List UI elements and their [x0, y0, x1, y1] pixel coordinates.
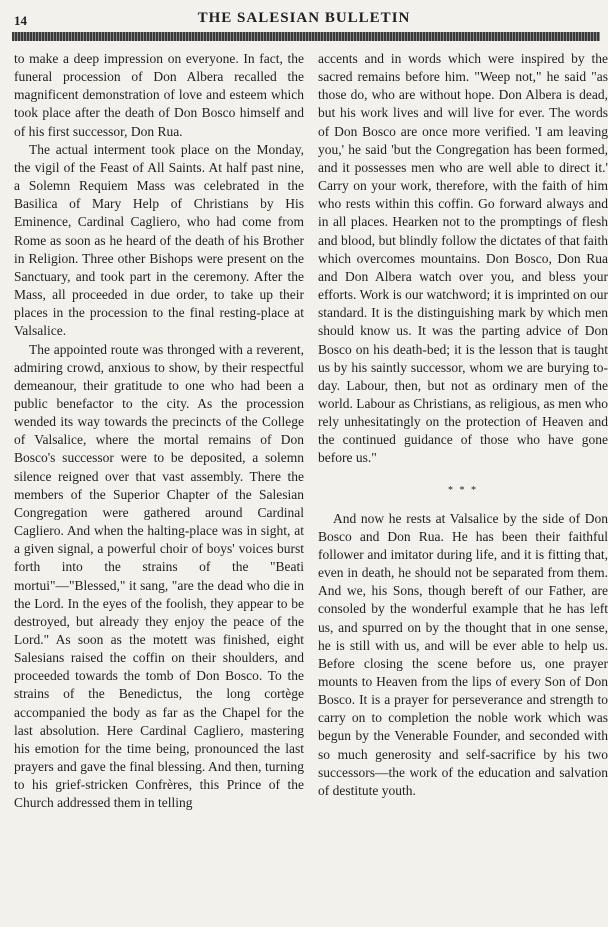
left-paragraph-3: The appointed route was thronged with a reverent, admiring crowd, anxious to show, by their respectful demeanour, their gratitude to one who had been a public benefactor to the city. As the procession wended its way towards the precincts of the College of Valsalice, where the mortal remains of Don Bosco's successor were to be deposited, a solemn silence reigned over that vast assembly. There the members of the Superior Chapter of the Salesian Congregation were gathered around Cardinal Cagliero. And when the halting-place was in sight, at a given signal, a powerful choir of boys' voices burst forth into the strains of the "Beati mortui"—"Blessed," it sang, "are the dead who die in the Lord. In the eyes of the foolish, they appear to be destroyed, but already they enjoy the peace of the Lord." As soon as the motett was finished, eight Salesians raised the coffin on their shoulders, and proceeded towards the tomb of Don Bosco. To the strains of the Benedictus, the long cortège accompanied the body as far as the Chapel for the last absolution. Here Cardinal Cagliero, mastering his emotion for the time being, pronounced the last prayers and gave the final blessing. And then, turning to his grief-stricken Confrères, this Prince of the Church addressed them in telling — [14, 341, 304, 811]
header-rule — [12, 32, 600, 41]
right-paragraph-2: And now he rests at Valsalice by the side of Don Bosco and Don Rua. He has been their faithful follower and imitator during life, and it is fitting that, even in death, he should not be separated from them. And we, his Sons, though bereft of our Father, are consoled by the wonderful example that he has left us, and spurred on by the thought that in one sense, he is still with us, and will be ever able to help us. Before closing the scene before us, one prayer mounts to Heaven from the lips of every Son of Don Bosco. It is a prayer for perseverance and strength to carry on to completion the noble work which was begun by the Venerable Founder, and seconded with so much generosity and self-sacrifice by his two successors—the work of the education and salvation of destitute youth. — [318, 510, 608, 798]
section-break: * * * — [448, 484, 478, 496]
right-paragraph-1: accents and in words which were inspired by the sacred remains before him. "Weep not," he said "as those do, who are without hope. Don Albera is dead, but his work lives and will live for ever. The words of Don Bosco are once more verified. 'I am leaving you,' he said 'but the Congregation has been formed, and it possesses men who are well able to direct it.' Carry on your work, therefore, with the faith of him who rests within this coffin. Go forward always and in all places. Hearken not to the promptings of flesh and blood, but blindly follow the dictates of that faith which overcomes mountains. Don Bosco, Don Rua and Don Albera watch over you, and bless your efforts. Work is our watchword; it is imprinted on our standard. It is the distinguishing mark by which men should know us. It was the parting advice of Don Bosco on his death-bed; it is the lesson that is taught us by his saintly successor, whom we are burying to-day. Labour, then, but not as ordinary men of the world. Labour as Christians, as religious, as men who rely unhesitatingly on the protection of Heaven and the continued guidance of those who have gone before us." — [318, 51, 608, 466]
left-paragraph-2: The actual interment took place on the Monday, the vigil of the Feast of All Saints. At half past nine, a Solemn Requiem Mass was celebrated in the Basilica of Mary Help of Christians by His Eminence, Cardinal Cagliero, who had come from Rome as soon as he heard of the death of his Brother in Religion. Three other Bishops were present on the Sanctuary, and took part in the ceremony. After the Mass, all proceeded in due order, to take up their places in the procession to the final resting-place at Valsalice. — [14, 141, 304, 339]
left-column — [14, 50, 304, 813]
running-title: THE SALESIAN BULLETIN — [197, 10, 411, 26]
page-number: 14 — [14, 13, 27, 28]
right-column — [318, 50, 608, 800]
left-paragraph-1: to make a deep impression on everyone. In fact, the funeral procession of Don Albera recalled the magnificent demonstration of love and esteem which took place after the death of Don Bosco himself and of his first successor, Don Rua. — [14, 51, 304, 139]
